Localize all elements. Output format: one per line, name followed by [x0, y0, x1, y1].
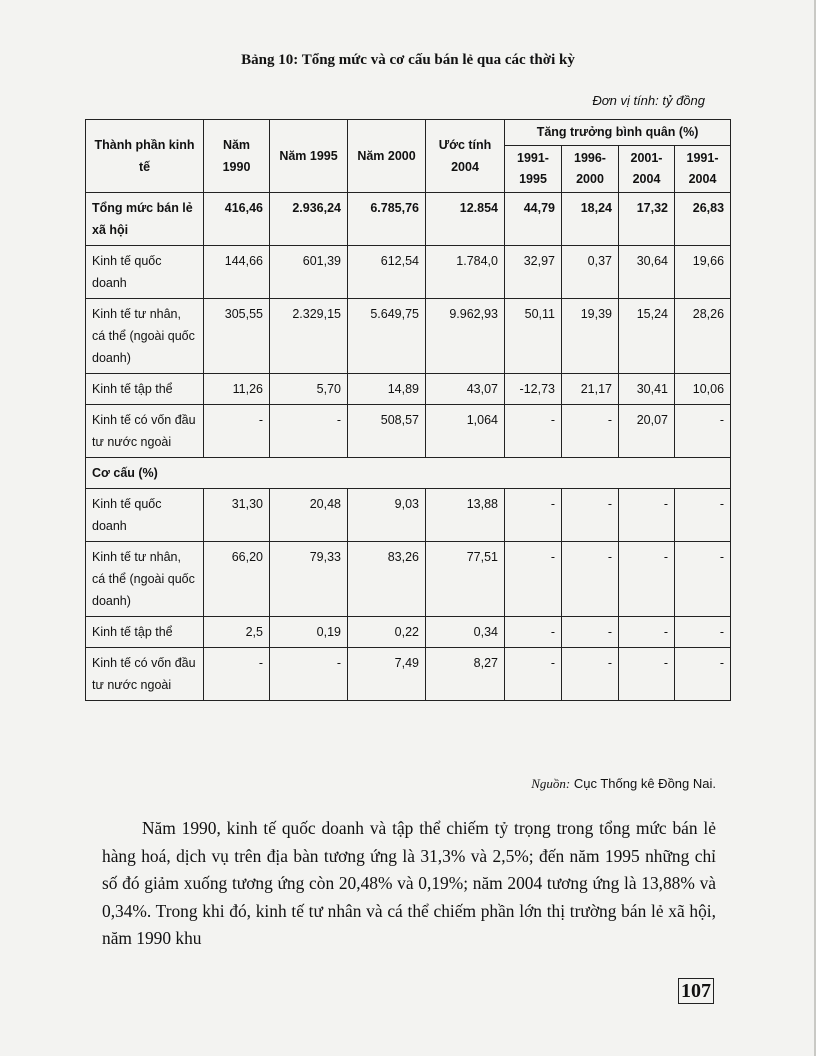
table-cell: 305,55	[204, 299, 270, 374]
table-cell: 50,11	[505, 299, 562, 374]
table-cell: -	[505, 489, 562, 542]
table-cell: 19,66	[675, 246, 731, 299]
table-cell: 2.329,15	[270, 299, 348, 374]
table-cell: -	[675, 648, 731, 701]
table-cell: -	[675, 617, 731, 648]
table-cell: 28,26	[675, 299, 731, 374]
table-cell: 19,39	[562, 299, 619, 374]
row-label: Tổng mức bán lẻ xã hội	[86, 193, 204, 246]
table-cell: 416,46	[204, 193, 270, 246]
header-1996-2000: 1996-2000	[562, 146, 619, 193]
table-cell: -	[505, 617, 562, 648]
source-text: Cục Thống kê Đồng Nai.	[573, 776, 716, 791]
table-row	[86, 617, 731, 648]
header-2001-2004: 2001-2004	[619, 146, 675, 193]
table-cell: 2.936,24	[270, 193, 348, 246]
table-cell: 20,07	[619, 405, 675, 458]
table-cell: 43,07	[426, 374, 505, 405]
table-cell: 5.649,75	[348, 299, 426, 374]
row-label: Kinh tế quốc doanh	[86, 489, 204, 542]
row-label: Kinh tế có vốn đầu tư nước ngoài	[86, 648, 204, 701]
row-label: Kinh tế quốc doanh	[86, 246, 204, 299]
table-cell: -	[204, 405, 270, 458]
table-cell: 1.784,0	[426, 246, 505, 299]
table-cell: -	[562, 405, 619, 458]
table-cell: -	[204, 648, 270, 701]
table-cell: -	[562, 617, 619, 648]
table-cell: -	[505, 542, 562, 617]
table-cell: -	[675, 405, 731, 458]
row-label: Kinh tế tập thể	[86, 374, 204, 405]
table-cell: -	[270, 648, 348, 701]
page-number: 107	[678, 978, 714, 1004]
retail-table	[85, 119, 731, 701]
table-cell: 0,22	[348, 617, 426, 648]
row-label: Kinh tế tư nhân, cá thể (ngoài quốc doanh)	[86, 299, 204, 374]
table-row	[86, 193, 731, 246]
table-cell: 31,30	[204, 489, 270, 542]
table-cell: 32,97	[505, 246, 562, 299]
table-cell: 11,26	[204, 374, 270, 405]
table-cell: 15,24	[619, 299, 675, 374]
table-cell: 26,83	[675, 193, 731, 246]
table-cell: 601,39	[270, 246, 348, 299]
table-cell: 9,03	[348, 489, 426, 542]
table-cell: -	[505, 648, 562, 701]
table-cell: -	[562, 489, 619, 542]
table-cell: 1,064	[426, 405, 505, 458]
table-cell: 0,37	[562, 246, 619, 299]
table-cell: -	[675, 542, 731, 617]
table-cell: -	[270, 405, 348, 458]
table-row	[86, 489, 731, 542]
table-row	[86, 648, 731, 701]
table-cell: 44,79	[505, 193, 562, 246]
header-1990: Năm 1990	[204, 120, 270, 193]
header-1995: Năm 1995	[270, 120, 348, 193]
table-cell: 144,66	[204, 246, 270, 299]
table-cell: 14,89	[348, 374, 426, 405]
table-cell: -	[619, 648, 675, 701]
table-cell: 66,20	[204, 542, 270, 617]
table-cell: 13,88	[426, 489, 505, 542]
table-cell: 508,57	[348, 405, 426, 458]
header-growth: Tăng trưởng bình quân (%)	[505, 120, 731, 146]
table-cell: -	[562, 542, 619, 617]
header-1991-2004: 1991-2004	[675, 146, 731, 193]
body-paragraph	[102, 815, 716, 953]
table-cell: 0,19	[270, 617, 348, 648]
table-cell: 17,32	[619, 193, 675, 246]
header-component: Thành phần kinh tế	[86, 120, 204, 193]
table-cell: 21,17	[562, 374, 619, 405]
row-label: Kinh tế tư nhân, cá thể (ngoài quốc doanh)	[86, 542, 204, 617]
table-cell: 612,54	[348, 246, 426, 299]
table-cell: 30,64	[619, 246, 675, 299]
section-structure: Cơ cấu (%)	[86, 458, 731, 489]
table-cell: 10,06	[675, 374, 731, 405]
source-prefix: Nguồn:	[531, 776, 571, 791]
source-note	[531, 776, 716, 792]
table-row	[86, 542, 731, 617]
table-cell: -12,73	[505, 374, 562, 405]
table-cell: 79,33	[270, 542, 348, 617]
table-cell: -	[619, 542, 675, 617]
table-row	[86, 246, 731, 299]
table-row	[86, 299, 731, 374]
header-1991-1995: 1991-1995	[505, 146, 562, 193]
table-cell: 7,49	[348, 648, 426, 701]
paragraph-text: Năm 1990, kinh tế quốc doanh và tập thể chiếm tỷ trọng trong tổng mức bán lẻ hàng hoá, dịch vụ trên địa bàn tương ứng là 31,3% và 2,5%; đến năm 1995 những chỉ số đó giảm xuống tương ứng còn 20,48% và 0,19%; năm 2004 tương ứng là 13,88% và 0,34%. Trong khi đó, kinh tế tư nhân và cá thể chiếm phần lớn thị trường bán lẻ xã hội, năm 1990 khu	[102, 818, 716, 948]
table-cell: 9.962,93	[426, 299, 505, 374]
row-label: Kinh tế tập thể	[86, 617, 204, 648]
table-cell: 5,70	[270, 374, 348, 405]
table-cell: 77,51	[426, 542, 505, 617]
table-cell: 30,41	[619, 374, 675, 405]
table-cell: 8,27	[426, 648, 505, 701]
table-cell: -	[619, 489, 675, 542]
table-row	[86, 374, 731, 405]
table-row	[86, 405, 731, 458]
header-2004: Ước tính 2004	[426, 120, 505, 193]
unit-note: Đơn vị tính: tỷ đồng	[592, 93, 705, 108]
table-cell: -	[505, 405, 562, 458]
table-cell: 2,5	[204, 617, 270, 648]
table-title: Bảng 10: Tổng mức và cơ cấu bán lẻ qua các thời kỳ	[241, 52, 575, 68]
table-cell: 18,24	[562, 193, 619, 246]
table-cell: 12.854	[426, 193, 505, 246]
table-cell: 6.785,76	[348, 193, 426, 246]
table-cell: -	[562, 648, 619, 701]
table-cell: -	[675, 489, 731, 542]
row-label: Kinh tế có vốn đầu tư nước ngoài	[86, 405, 204, 458]
table-cell: 20,48	[270, 489, 348, 542]
table-cell: 0,34	[426, 617, 505, 648]
table-cell: 83,26	[348, 542, 426, 617]
table-cell: -	[619, 617, 675, 648]
header-2000: Năm 2000	[348, 120, 426, 193]
